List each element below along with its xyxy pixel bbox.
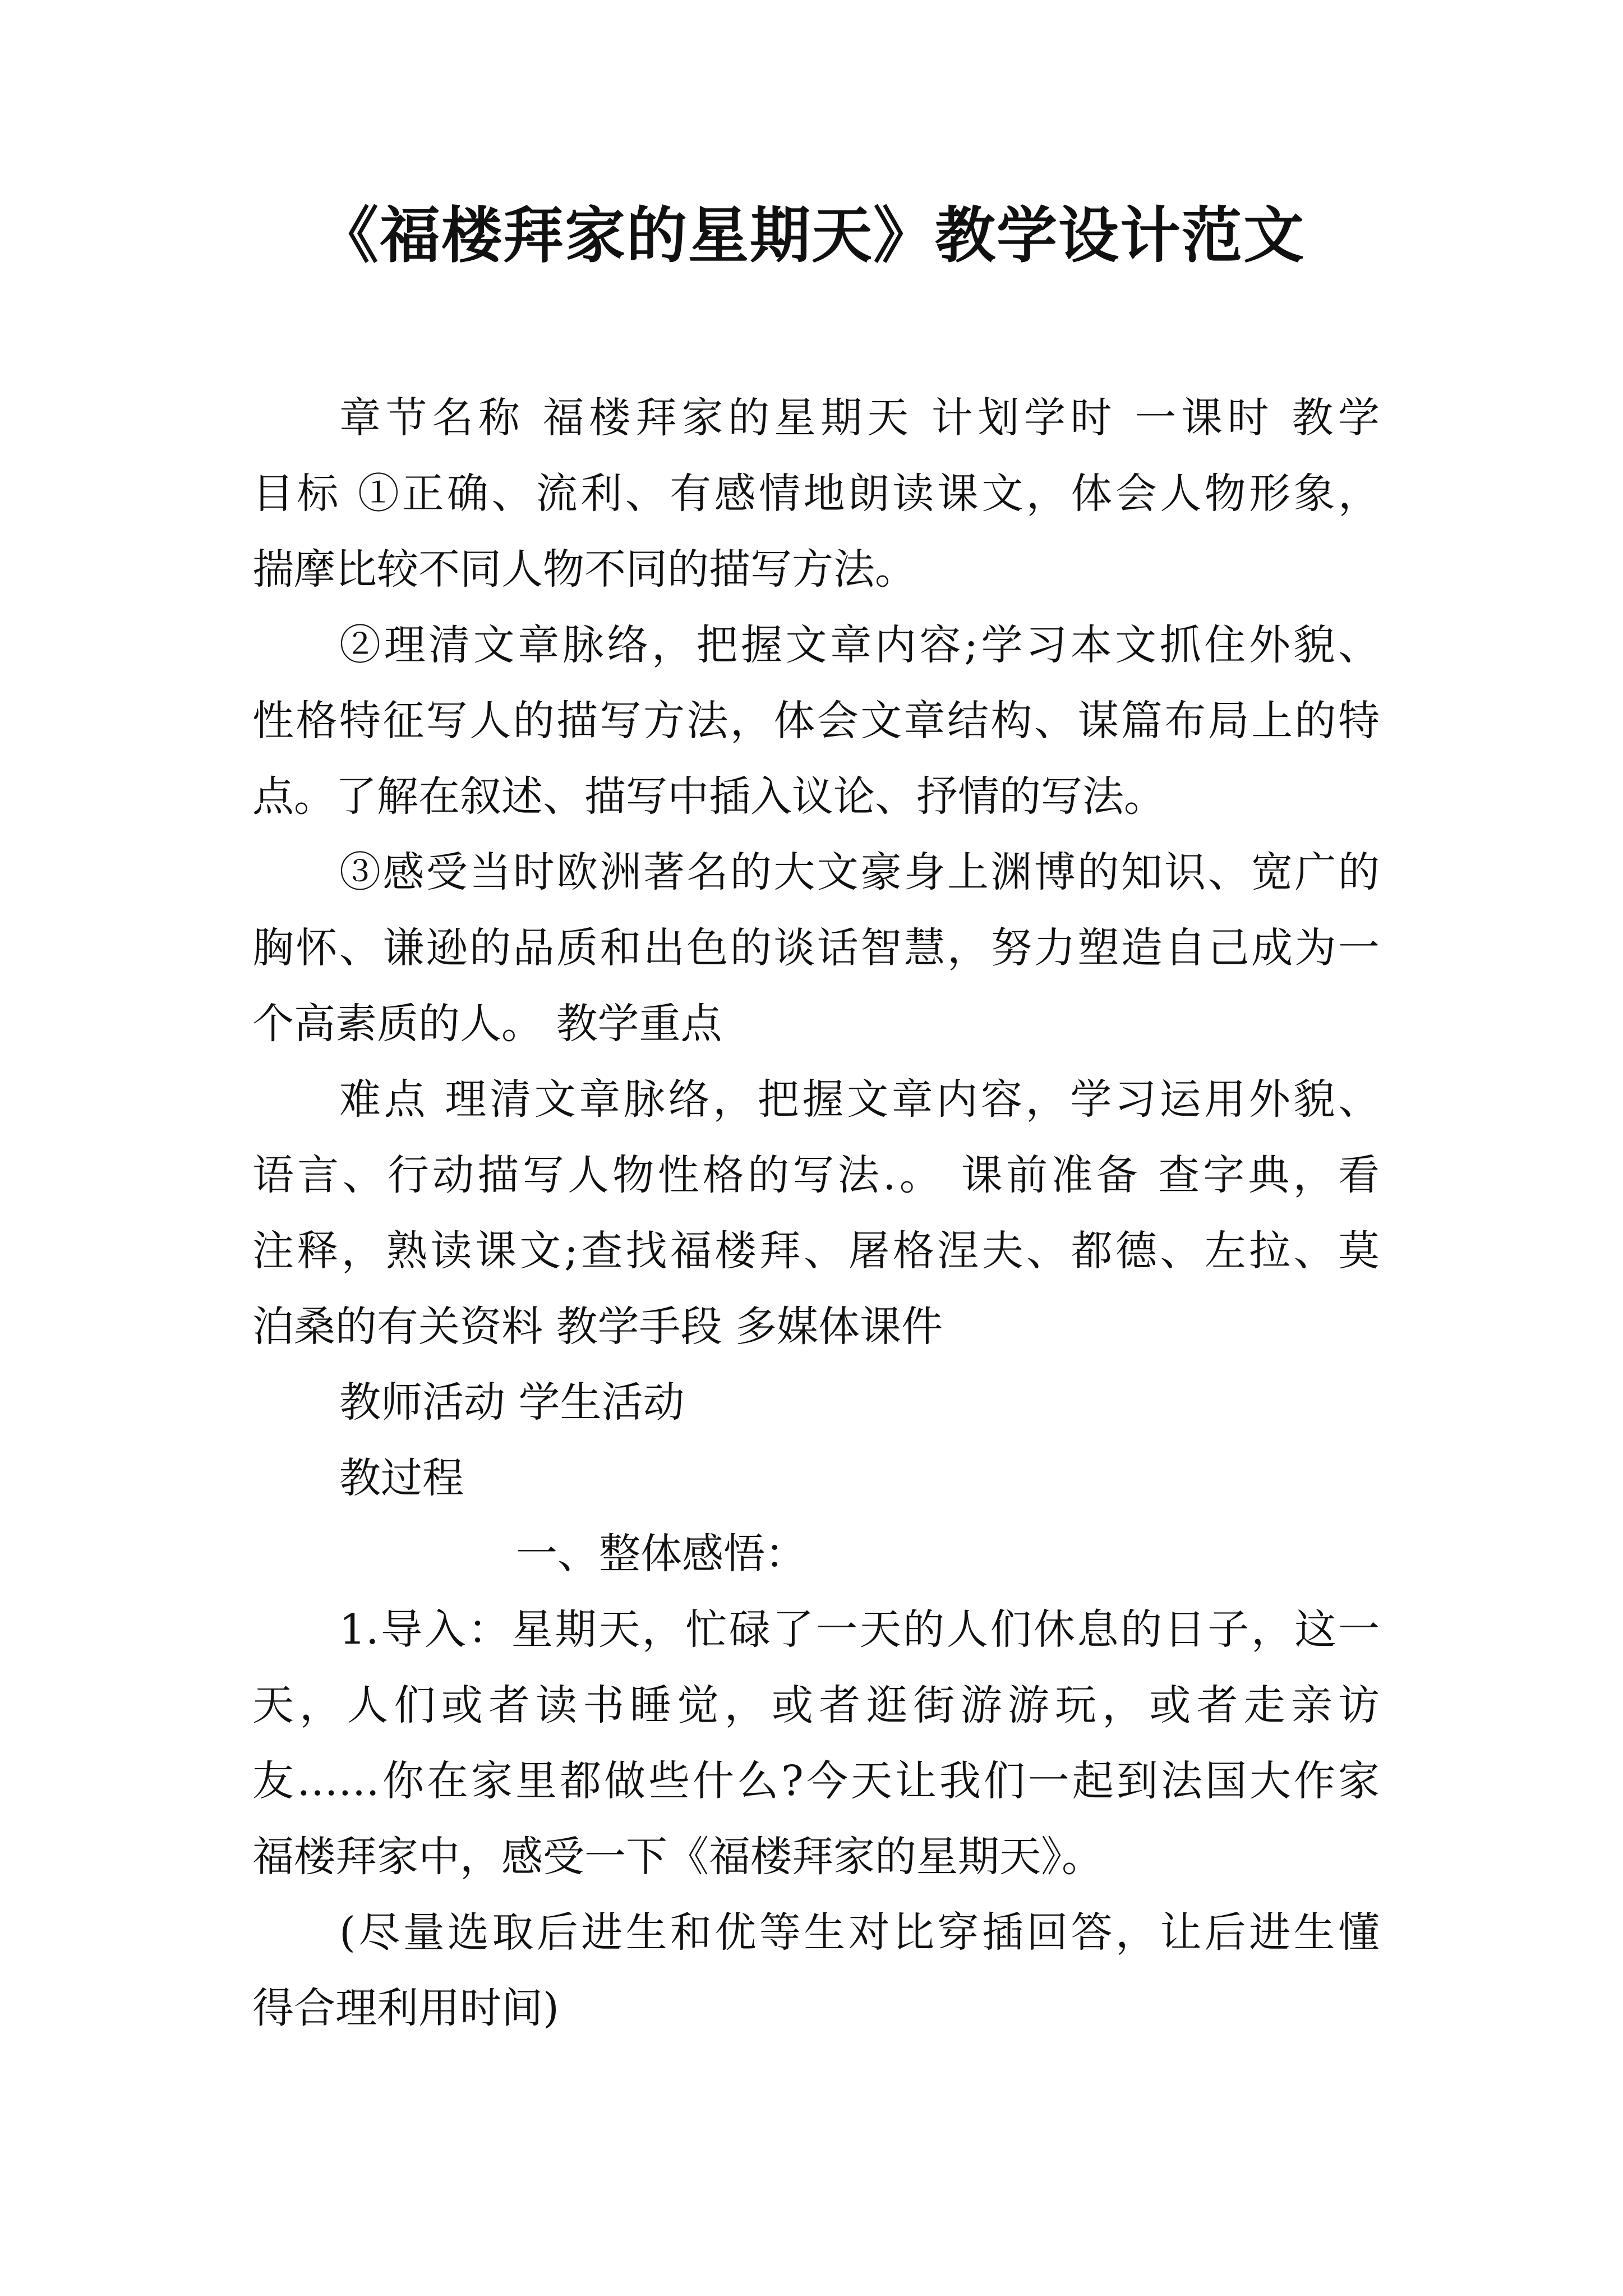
text-line: ③感受当时欧洲著名的大文豪身上渊博的知识、宽广的 [339, 848, 1380, 896]
text-line: (尽量选取后进生和优等生对比穿插回答，让后进生懂 [339, 1908, 1380, 1957]
text-line: 目标 ①正确、流利、有感情地朗读课文，体会人物形象， [252, 470, 1380, 518]
text-line: 章节名称 福楼拜家的星期天 计划学时 一课时 教学 [339, 394, 1380, 442]
text-line: 难点 理清文章脉络，把握文章内容，学习运用外貌、 [339, 1075, 1380, 1124]
text-line: 揣摩比较不同人物不同的描写方法。 [252, 545, 916, 593]
text-line: 友……你在家里都做些什么?今天让我们一起到法国大作家 [252, 1757, 1380, 1805]
text-line: 性格特征写人的描写方法，体会文章结构、谋篇布局上的特 [252, 697, 1380, 745]
text-line: 教过程 [339, 1454, 464, 1502]
text-line: 教师活动 学生活动 [339, 1378, 685, 1427]
text-line: 胸怀、谦逊的品质和出色的谈话智慧，努力塑造自己成为一 [252, 924, 1380, 972]
text-line: 注释，熟读课文;查找福楼拜、屠格涅夫、都德、左拉、莫 [252, 1227, 1380, 1275]
text-line: 语言、行动描写人物性格的写法.。 课前准备 查字典，看 [252, 1151, 1380, 1199]
text-line: ②理清文章脉络，把握文章内容;学习本文抓住外貌、 [339, 621, 1380, 669]
text-line: 天，人们或者读书睡觉，或者逛街游游玩，或者走亲访 [252, 1681, 1380, 1729]
text-line: 点。了解在叙述、描写中插入议论、抒情的写法。 [252, 772, 1165, 821]
text-line: 泊桑的有关资料 教学手段 多媒体课件 [252, 1303, 943, 1351]
section-heading: 一、整体感悟： [516, 1530, 806, 1578]
text-line: 得合理利用时间) [252, 1984, 559, 2032]
text-line: 1.导入：星期天，忙碌了一天的人们休息的日子，这一 [339, 1605, 1380, 1654]
document-title: 《福楼拜家的星期天》教学设计范文 [317, 200, 1305, 271]
text-line: 福楼拜家中，感受一下《福楼拜家的星期天》。 [252, 1833, 1103, 1881]
text-line: 个高素质的人。 教学重点 [252, 1000, 722, 1048]
